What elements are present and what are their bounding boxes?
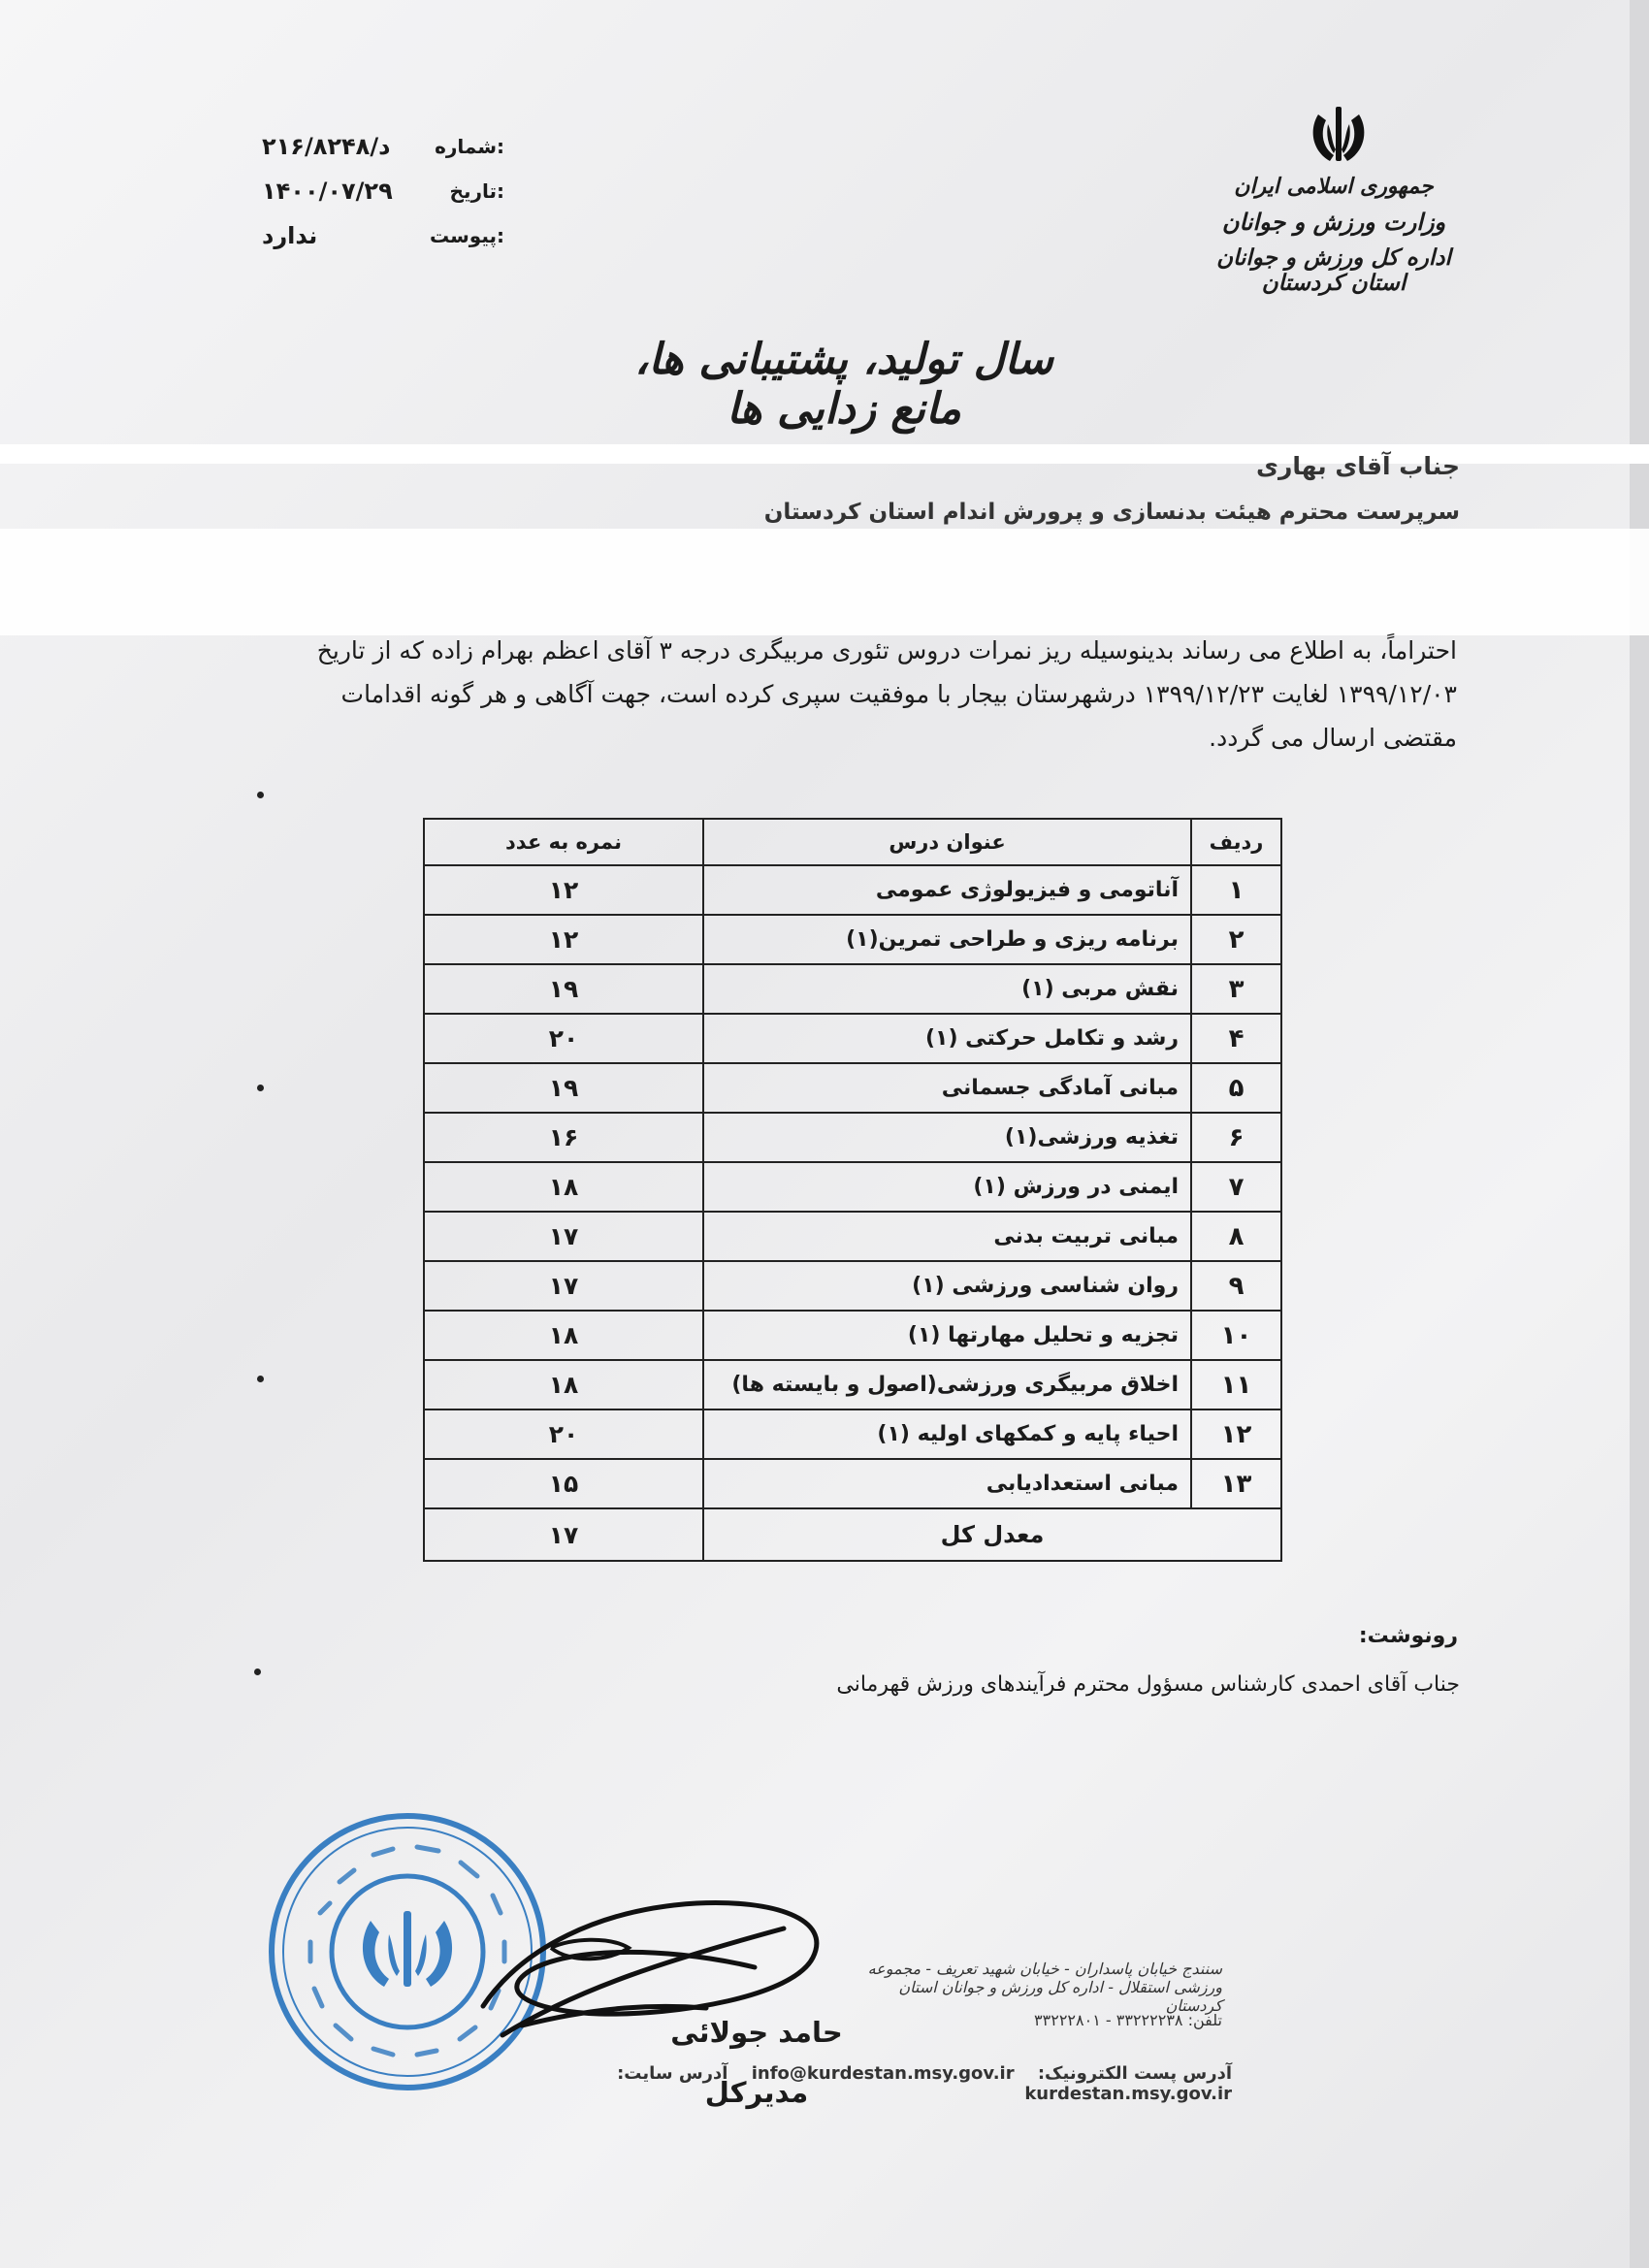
course-grade: ۲۰: [424, 1014, 703, 1063]
footer-phone: تلفن: ۳۳۲۲۲۲۳۸ - ۳۳۲۲۲۸۰۱: [1034, 2011, 1222, 2029]
header-course-title: عنوان درس: [703, 819, 1191, 865]
course-title: روان شناسی ورزشی (۱): [703, 1261, 1191, 1311]
addressee-title: سرپرست محترم هیئت بدنسازی و پرورش اندام استان کردستان: [763, 500, 1460, 525]
row-number: ۱: [1191, 865, 1281, 915]
course-title: مبانی استعدادیابی: [703, 1459, 1191, 1508]
header-grade: نمره به عدد: [424, 819, 703, 865]
email-address: info@kurdestan.msy.gov.ir: [751, 2063, 1015, 2084]
course-title: تغذیه ورزشی(۱): [703, 1113, 1191, 1162]
course-title: احیاء پایه و کمکهای اولیه (۱): [703, 1409, 1191, 1459]
table-row: [424, 865, 1281, 915]
footer-address: سنندج خیابان پاسداران - خیابان شهید تعریف - مجموعه ورزشی استقلال - اداره کل ورزش و جوانان استان کردستان: [867, 1960, 1222, 2015]
course-grade: ۱۲: [424, 865, 703, 915]
letter-date-label: تاریخ:: [449, 179, 504, 203]
row-number: ۱۲: [1191, 1409, 1281, 1459]
table-row: [424, 1459, 1281, 1508]
table-row: [424, 1212, 1281, 1261]
site-address: kurdestan.msy.gov.ir: [1024, 2084, 1232, 2104]
iran-emblem-icon: [1305, 101, 1373, 169]
row-number: ۱۱: [1191, 1360, 1281, 1409]
row-number: ۷: [1191, 1162, 1281, 1212]
course-title: رشد و تکامل حرکتی (۱): [703, 1014, 1191, 1063]
course-grade: ۱۸: [424, 1162, 703, 1212]
signer-block: [669, 2016, 844, 2109]
margin-dot: [254, 1669, 261, 1675]
course-title: ایمنی در ورزش (۱): [703, 1162, 1191, 1212]
course-grade: ۱۶: [424, 1113, 703, 1162]
course-grade: ۱۲: [424, 915, 703, 964]
row-number: ۸: [1191, 1212, 1281, 1261]
table-row: [424, 1360, 1281, 1409]
table-row: [424, 964, 1281, 1014]
ministry-name: وزارت ورزش و جوانان: [1221, 209, 1446, 236]
course-grade: ۱۷: [424, 1212, 703, 1261]
letter-number: د/۲۱۶/۸۲۴۸: [262, 133, 391, 160]
table-row: [424, 1014, 1281, 1063]
letter-body: [229, 629, 1457, 760]
header-row-number: ردیف: [1191, 819, 1281, 865]
table-row: [424, 1063, 1281, 1113]
letter-attachment: ندارد: [262, 222, 318, 249]
row-number: ۹: [1191, 1261, 1281, 1311]
site-label: آدرس سایت:: [617, 2063, 728, 2084]
country-name: جمهوری اسلامی ایران: [1234, 175, 1434, 199]
year-slogan: سال تولید، پشتیبانی ها، مانع زدایی ها: [634, 335, 1053, 434]
row-number: ۴: [1191, 1014, 1281, 1063]
course-title: تجزیه و تحلیل مهارتها (۱): [703, 1311, 1191, 1360]
course-title: برنامه ریزی و طراحی تمرین(۱): [703, 915, 1191, 964]
table-row: [424, 1113, 1281, 1162]
addressee-name: جناب آقای بهاری: [1256, 452, 1460, 480]
row-number: ۳: [1191, 964, 1281, 1014]
table-row: [424, 1311, 1281, 1360]
margin-dot: [257, 1376, 264, 1382]
letter-attachment-label: پیوست:: [429, 224, 504, 247]
average-value: ۱۷: [424, 1508, 703, 1561]
row-number: ۶: [1191, 1113, 1281, 1162]
row-number: ۱۰: [1191, 1311, 1281, 1360]
grades-table: [423, 818, 1282, 1562]
average-label: معدل کل: [703, 1508, 1281, 1561]
course-grade: ۱۵: [424, 1459, 703, 1508]
body-line: ۱۳۹۹/۱۲/۰۳ لغایت ۱۳۹۹/۱۲/۲۳ درشهرستان بیجار با موفقیت سپری کرده است، جهت آگاهی و هر گونه اقدامات: [340, 680, 1457, 708]
course-title: اخلاق مربیگری ورزشی(اصول و بایسته ها): [703, 1360, 1191, 1409]
row-number: ۱۳: [1191, 1459, 1281, 1508]
course-grade: ۱۸: [424, 1360, 703, 1409]
table-row: [424, 1409, 1281, 1459]
table-row: [424, 1261, 1281, 1311]
cc-label: رونوشت:: [1358, 1624, 1458, 1648]
signer-role: مدیرکل: [704, 2076, 809, 2109]
course-title: نقش مربی (۱): [703, 964, 1191, 1014]
margin-dot: [257, 792, 264, 798]
body-line: احتراماً، به اطلاع می رساند بدینوسیله ریز نمرات دروس تئوری مربیگری درجه ۳ آقای اعظم بهرام زاده که از تاریخ: [316, 636, 1457, 664]
letter-number-label: شماره:: [435, 135, 504, 158]
scan-artifact-band: [0, 529, 1649, 635]
scan-edge: [1630, 0, 1649, 2268]
row-number: ۲: [1191, 915, 1281, 964]
body-line: مقتضی ارسال می گردد.: [1209, 724, 1457, 752]
letterhead: [1193, 175, 1474, 306]
course-grade: ۱۷: [424, 1261, 703, 1311]
course-title: مبانی تربیت بدنی: [703, 1212, 1191, 1261]
course-grade: ۲۰: [424, 1409, 703, 1459]
table-row: [424, 1162, 1281, 1212]
course-grade: ۱۹: [424, 964, 703, 1014]
signer-name: حامد جولائی: [670, 2016, 843, 2049]
table-row: [424, 915, 1281, 964]
email-label: آدرس پست الکترونیک:: [1037, 2063, 1232, 2084]
table-header-row: [424, 819, 1281, 865]
course-grade: ۱۹: [424, 1063, 703, 1113]
letter-date-row: [262, 169, 504, 213]
cc-recipient: جناب آقای احمدی کارشناس مسؤول محترم فرآیندهای ورزش قهرمانی: [836, 1672, 1460, 1697]
office-name: اداره کل ورزش و جوانان استان کردستان: [1216, 245, 1451, 296]
course-grade: ۱۸: [424, 1311, 703, 1360]
footer-contact: [456, 2063, 1232, 2104]
letter-attachment-row: [262, 213, 504, 258]
row-number: ۵: [1191, 1063, 1281, 1113]
letter-meta: [262, 124, 504, 258]
course-title: آناتومی و فیزیولوژی عمومی: [703, 865, 1191, 915]
margin-dot: [257, 1085, 264, 1091]
letter-number-row: [262, 124, 504, 169]
average-row: [424, 1508, 1281, 1561]
letter-date: ۱۴۰۰/۰۷/۲۹: [262, 178, 393, 205]
course-title: مبانی آمادگی جسمانی: [703, 1063, 1191, 1113]
